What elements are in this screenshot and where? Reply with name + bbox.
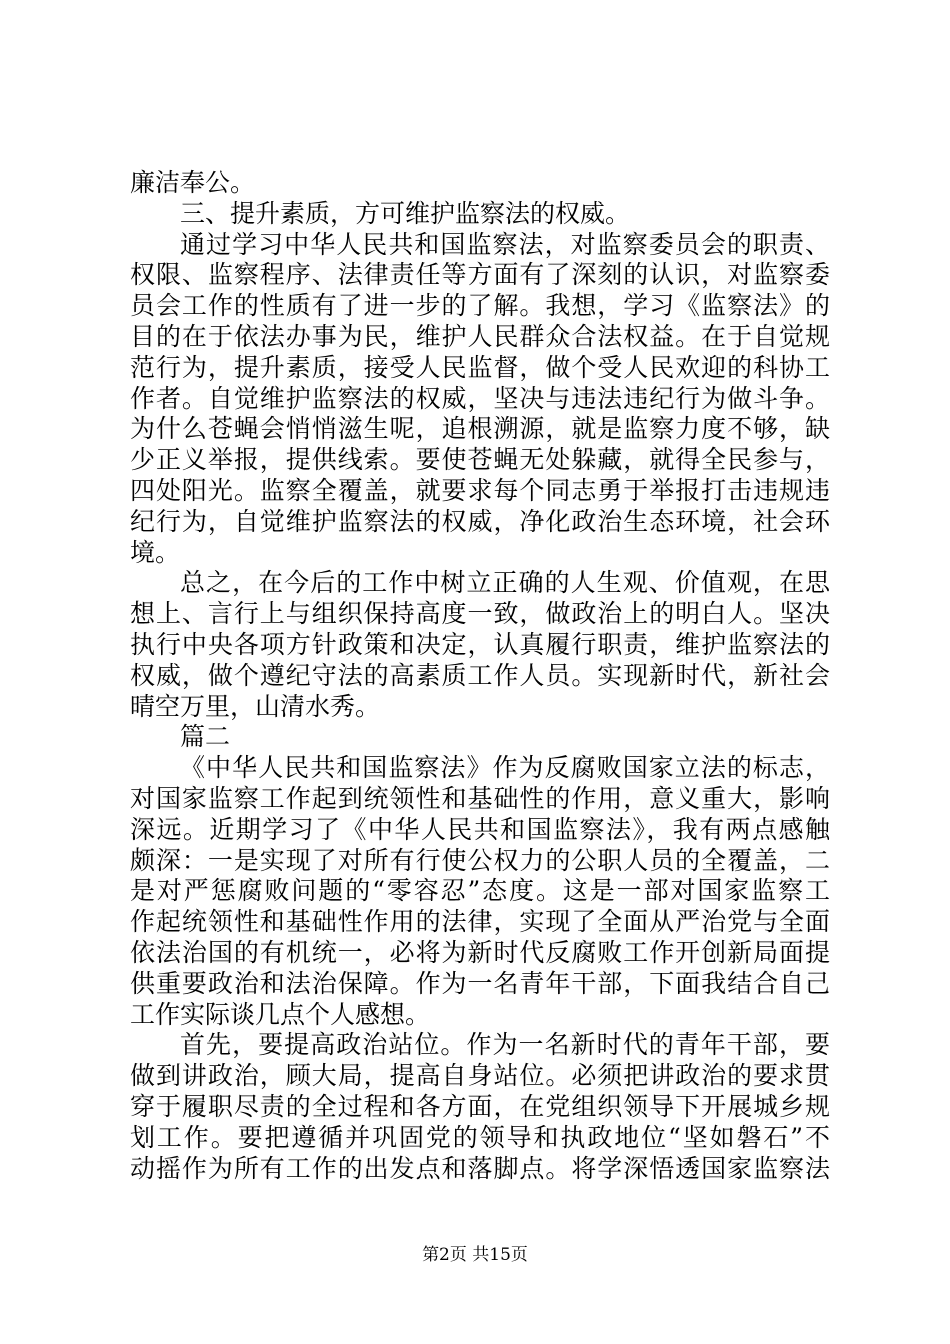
text-line: 目的在于依法办事为民，维护人民群众合法权益。在于自觉规	[130, 321, 830, 351]
text-line: 作起统领性和基础性作用的法律，实现了全面从严治党与全面	[130, 907, 830, 937]
text-line: 想上、言行上与组织保持高度一致，做政治上的明白人。坚决	[130, 599, 830, 629]
text-line: 晴空万里，山清水秀。	[130, 691, 381, 721]
text-line: 动摇作为所有工作的出发点和落脚点。将学深悟透国家监察法	[130, 1153, 830, 1183]
text-line: 做到讲政治，顾大局，提高自身站位。必须把讲政治的要求贯	[130, 1061, 830, 1091]
page-footer: 第2页 共15页	[422, 1245, 528, 1265]
text-line: 廉洁奉公。	[130, 168, 256, 197]
text-line: 执行中央各项方针政策和决定，认真履行职责，维护监察法的	[130, 629, 830, 659]
text-line: 权威，做个遵纪守法的高素质工作人员。实现新时代，新社会	[130, 660, 830, 690]
text-line: 是对严惩腐败问题的“零容忍”态度。这是一部对国家监察工	[130, 876, 830, 906]
text-line: 境。	[130, 537, 181, 567]
text-line: 首先，要提高政治站位。作为一名新时代的青年干部，要	[180, 1030, 830, 1060]
text-line: 员会工作的性质有了进一步的了解。我想，学习《监察法》的	[130, 291, 830, 321]
text-line: 供重要政治和法治保障。作为一名青年干部，下面我结合自己	[130, 968, 830, 998]
text-line: 篇二	[180, 722, 231, 752]
text-line: 权限、监察程序、法律责任等方面有了深刻的认识，对监察委	[130, 260, 830, 290]
document-body	[130, 168, 830, 1184]
text-line: 少正义举报，提供线索。要使苍蝇无处躲藏，就得全民参与，	[130, 445, 830, 475]
text-line: 三、提升素质，方可维护监察法的权威。	[180, 198, 631, 228]
text-line: 《中华人民共和国监察法》作为反腐败国家立法的标志，	[180, 753, 830, 783]
text-line: 工作实际谈几点个人感想。	[130, 999, 431, 1029]
text-line: 范行为，提升素质，接受人民监督，做个受人民欢迎的科协工	[130, 352, 830, 382]
text-line: 四处阳光。监察全覆盖，就要求每个同志勇于举报打击违规违	[130, 475, 830, 505]
text-line: 通过学习中华人民共和国监察法，对监察委员会的职责、	[180, 229, 830, 259]
text-line: 为什么苍蝇会悄悄滋生呢，追根溯源，就是监察力度不够，缺	[130, 414, 830, 444]
text-line: 纪行为，自觉维护监察法的权威，净化政治生态环境，社会环	[130, 506, 830, 536]
text-line: 穿于履职尽责的全过程和各方面，在党组织领导下开展城乡规	[130, 1091, 830, 1121]
text-line: 划工作。要把遵循并巩固党的领导和执政地位“坚如磐石”不	[130, 1122, 830, 1152]
text-line: 总之，在今后的工作中树立正确的人生观、价值观，在思	[180, 568, 830, 598]
text-line: 颇深：一是实现了对所有行使公权力的公职人员的全覆盖，二	[130, 845, 830, 875]
text-line: 深远。近期学习了《中华人民共和国监察法》，我有两点感触	[130, 814, 830, 844]
text-line: 对国家监察工作起到统领性和基础性的作用，意义重大，影响	[130, 783, 830, 813]
text-line: 依法治国的有机统一，必将为新时代反腐败工作开创新局面提	[130, 937, 830, 967]
text-line: 作者。自觉维护监察法的权威，坚决与违法违纪行为做斗争。	[130, 383, 830, 413]
